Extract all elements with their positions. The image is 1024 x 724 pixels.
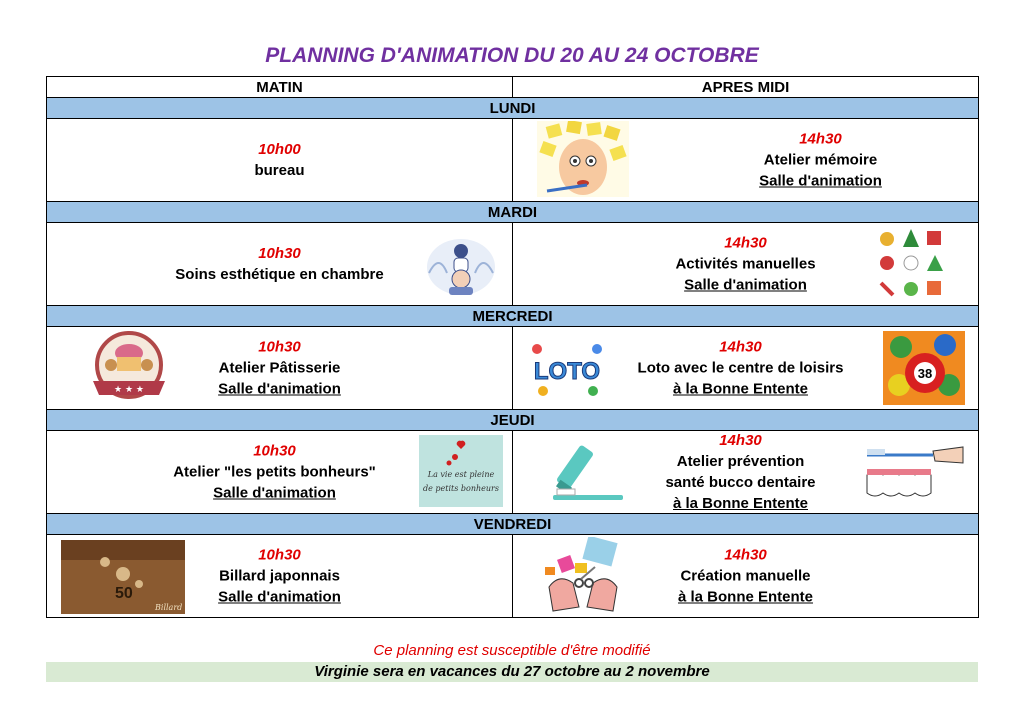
activity-row-vendredi — [47, 535, 979, 618]
activity-row-jeudi — [47, 431, 979, 514]
afternoon-cell — [513, 535, 979, 618]
activity-title: Atelier "les petits bonheurs" — [173, 463, 376, 481]
activity-time: 10h30 — [258, 338, 301, 356]
morning-cell — [47, 119, 513, 202]
activity-location: à la Bonne Entente — [677, 588, 814, 606]
day-label: LUNDI — [47, 98, 979, 119]
activity-location: Salle d'animation — [218, 380, 341, 398]
activity-time: 10h30 — [253, 442, 296, 460]
card-line-1: La vie est pleine — [427, 470, 495, 479]
column-header-row — [47, 77, 979, 98]
loto-logo-icon — [527, 341, 607, 397]
activity-title: bureau — [254, 162, 305, 179]
activity-location: Salle d'animation — [213, 484, 336, 502]
day-row-vendredi — [47, 514, 979, 535]
activity-title-line-2: santé bucco dentaire — [665, 474, 816, 491]
page-title: PLANNING D'ANIMATION DU 20 AU 24 OCTOBRE — [265, 44, 759, 67]
activity-row-lundi — [47, 119, 979, 202]
activity-time: 14h30 — [799, 130, 842, 148]
afternoon-cell — [513, 431, 979, 514]
activity-row-mardi — [47, 223, 979, 306]
column-header-matin: MATIN — [47, 77, 513, 98]
activity-time: 10h30 — [258, 245, 301, 262]
memory-woman-icon — [537, 121, 629, 197]
morning-cell — [47, 431, 513, 514]
activity-time: 14h30 — [724, 546, 767, 564]
planning-table — [46, 76, 979, 618]
day-label: MERCREDI — [47, 306, 979, 327]
bingo-balls-icon — [883, 331, 965, 405]
activity-title: Loto avec le centre de loisirs — [637, 359, 844, 377]
day-row-mardi — [47, 202, 979, 223]
activity-location: à la Bonne Entente — [672, 495, 809, 512]
day-row-lundi — [47, 98, 979, 119]
activity-title: Atelier Pâtisserie — [218, 359, 341, 377]
card-line-2: de petits bonheurs — [423, 484, 499, 493]
activity-title: Activités manuelles — [675, 255, 816, 273]
afternoon-cell — [513, 223, 979, 306]
activity-title: Création manuelle — [680, 567, 811, 585]
day-label: JEUDI — [47, 410, 979, 431]
christmas-decorations-icon — [875, 227, 947, 299]
activity-location: Salle d'animation — [218, 588, 341, 606]
activity-time: 14h30 — [724, 234, 767, 252]
vacation-banner: Virginie sera en vacances du 27 octobre au 2 novembre — [46, 662, 978, 682]
column-header-apres-midi: APRES MIDI — [513, 77, 979, 98]
activity-time: 14h30 — [719, 432, 762, 449]
modification-notice: Ce planning est susceptible d'être modifié — [373, 642, 651, 659]
activity-title: Atelier mémoire — [763, 151, 878, 169]
toothbrush-teeth-icon — [863, 445, 967, 501]
day-row-mercredi — [47, 306, 979, 327]
activity-location: à la Bonne Entente — [672, 380, 809, 398]
afternoon-cell — [513, 327, 979, 410]
loto-text: LOTO — [533, 358, 601, 385]
afternoon-cell — [513, 119, 979, 202]
day-row-jeudi — [47, 410, 979, 431]
activity-title: Soins esthétique en chambre — [175, 266, 384, 283]
activity-time: 14h30 — [719, 338, 762, 356]
activity-time: 10h00 — [258, 141, 301, 158]
billard-number: 50 — [115, 585, 133, 602]
morning-cell — [47, 327, 513, 410]
morning-cell — [47, 223, 513, 306]
activity-time: 10h30 — [258, 546, 301, 564]
morning-cell — [47, 535, 513, 618]
ball-number: 38 — [917, 366, 933, 381]
day-label: MARDI — [47, 202, 979, 223]
svg-text:★ ★ ★: ★ ★ ★ — [114, 385, 144, 395]
activity-location: Salle d'animation — [684, 276, 807, 294]
happiness-card-icon — [419, 435, 503, 507]
beauty-care-icon — [421, 233, 501, 297]
billard-sign: Billard — [155, 603, 183, 612]
activity-title: Atelier prévention — [676, 453, 805, 470]
activity-row-mercredi — [47, 327, 979, 410]
activity-title: Billard japonnais — [219, 567, 340, 585]
day-label: VENDREDI — [47, 514, 979, 535]
activity-location: Salle d'animation — [759, 172, 882, 190]
